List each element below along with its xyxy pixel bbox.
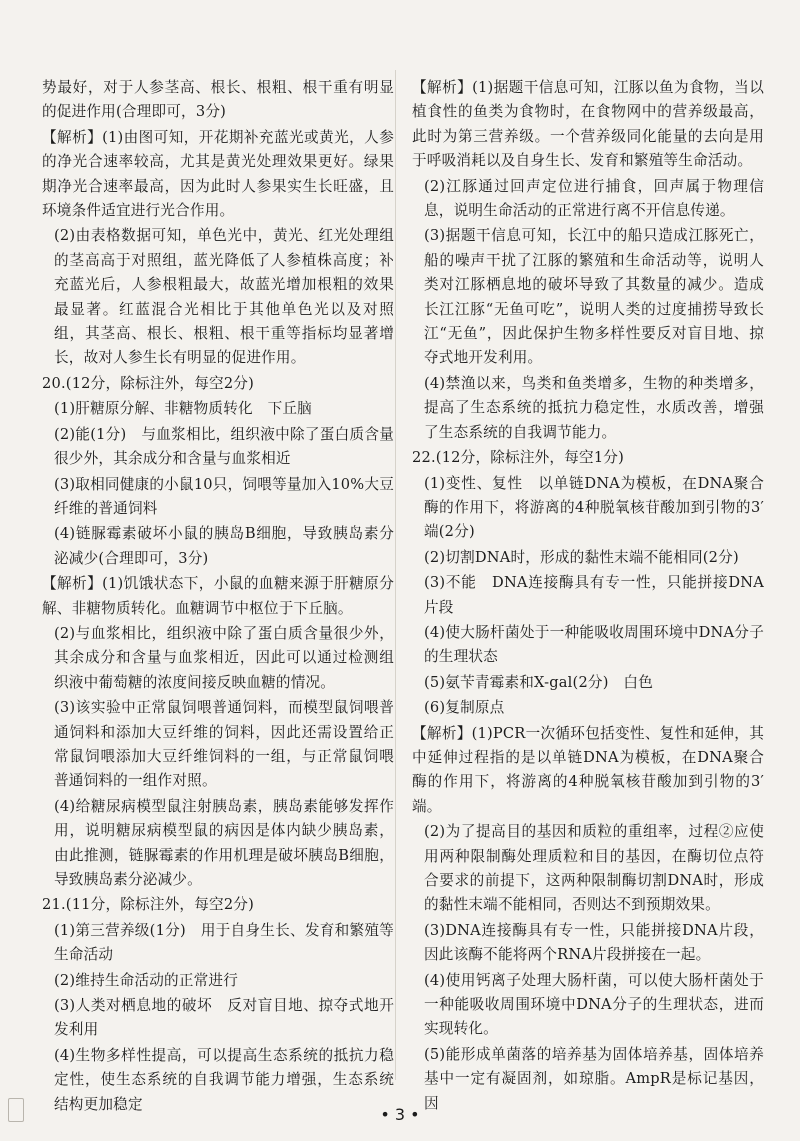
paragraph: (3)据题干信息可知，长江中的船只造成江豚死亡，船的噪声干扰了江豚的繁殖和生命活动等，说明人类对江豚栖息地的破坏导致了其数量的减少。造成长江江豚“无鱼可吃”，说明人类的过度捕捞导致长江“无鱼”，因此保护生物多样性要反对盲目地、掠夺式地开发利用。: [424, 227, 764, 367]
paragraph: 20.(12分，除标注外，每空2分): [42, 374, 254, 392]
paragraph: (4)给糖尿病模型鼠注射胰岛素，胰岛素能够发挥作用，说明糖尿病模型鼠的病因是体内缺少胰岛素，由此推测，链脲霉素的作用机理是破坏胰岛B细胞，导致胰岛素分泌减少。: [54, 797, 394, 888]
paragraph: (1)肝糖原分解、非糖物质转化 下丘脑: [54, 400, 312, 418]
paragraph: 【解析】(1)饥饿状态下，小鼠的血糖来源于肝糖原分解、非糖物质转化。血糖调节中枢位于下丘脑。: [42, 575, 394, 617]
paragraph: (3)该实验中正常鼠饲喂普通饲料，而模型鼠饲喂普通饲料和添加大豆纤维的饲料，因此还需设置给正常鼠饲喂添加大豆纤维饲料的一组，与正常鼠饲喂普通饲料的一组作对照。: [54, 699, 394, 790]
paragraph: (4)禁渔以来，鸟类和鱼类增多，生物的种类增多，提高了生态系统的抵抗力稳定性，水质改善，增强了生态系统的自我调节能力。: [424, 374, 764, 441]
paragraph: (6)复制原点: [424, 699, 505, 717]
paragraph: (3)取相同健康的小鼠10只，饲喂等量加入10%大豆纤维的普通饲料: [54, 475, 394, 517]
paragraph: (2)与血浆相比，组织液中除了蛋白质含量很少外，其余成分和含量与血浆相近，因此可以通过检测组织液中葡萄糖的浓度间接反映血糖的情况。: [54, 624, 394, 691]
paragraph: (2)能(1分) 与血浆相比，组织液中除了蛋白质含量很少外，其余成分和含量与血浆相近: [54, 425, 394, 468]
paragraph: 【解析】(1)由图可知，开花期补充蓝光或黄光，人参的净光合速率较高，尤其是黄光处理效果更好。绿果期净光合速率最高，因为此时人参果实生长旺盛，且环境条件适宜进行光合作用。: [42, 128, 394, 220]
paragraph: (2)切割DNA时，形成的黏性末端不能相同(2分): [424, 548, 739, 566]
paragraph: 22.(12分，除标注外，每空1分): [412, 449, 624, 467]
paragraph: (4)使用钙离子处理大肠杆菌，可以使大肠杆菌处于一种能吸收周围环境中DNA分子的生理状态，进而实现转化。: [424, 971, 764, 1038]
paragraph: (3)不能 DNA连接酶具有专一性，只能拼接DNA片段: [424, 574, 764, 616]
right-column: [412, 76, 764, 1117]
paragraph: (5)氨苄青霉素和X-gal(2分) 白色: [424, 673, 653, 691]
page-number: • 3 •: [380, 1105, 420, 1124]
paragraph: (5)能形成单菌落的培养基为固体培养基，固体培养基中一定有凝固剂，如琼脂。AmpR是标记基因，因: [424, 1045, 764, 1112]
paragraph: (4)使大肠杆菌处于一种能吸收周围环境中DNA分子的生理状态: [424, 623, 764, 666]
left-column: [42, 76, 394, 1118]
paragraph: (4)生物多样性提高，可以提高生态系统的抵抗力稳定性，使生态系统的自我调节能力增强，生态系统结构更加稳定: [54, 1046, 394, 1113]
paragraph: (1)变性、复性 以单链DNA为模板，在DNA聚合酶的作用下，将游离的4种脱氧核苷酸加到引物的3′端(2分): [424, 474, 764, 541]
paragraph: (4)链脲霉素破坏小鼠的胰岛B细胞，导致胰岛素分泌减少(合理即可，3分): [54, 525, 394, 567]
paragraph: 21.(11分，除标注外，每空2分): [42, 896, 254, 914]
paragraph: (1)第三营养级(1分) 用于自身生长、发育和繁殖等生命活动: [54, 921, 394, 964]
paragraph: (2)由表格数据可知，单色光中，黄光、红光处理组的茎高高于对照组，蓝光降低了人参植株高度；补充蓝光后，人参根粗最大，故蓝光增加根粗的效果最显著。红蓝混合光相比于其他单色光以及对照组，其茎高、根长、根粗、根干重等指标均显著增长，故对人参生长有明显的促进作用。: [54, 227, 394, 367]
paragraph: 【解析】(1)PCR一次循环包括变性、复性和延伸，其中延伸过程指的是以单链DNA为模板，在DNA聚合酶的作用下，将游离的4种脱氧核苷酸加到引物的3′端。: [412, 724, 764, 815]
paragraph: 【解析】(1)据题干信息可知，江豚以鱼为食物，当以植食性的鱼类为食物时，在食物网中的营养级最高，此时为第三营养级。一个营养级同化能量的去向是用于呼吸消耗以及自身生长、发育和繁殖等生命活动。: [412, 79, 764, 170]
paragraph: (2)为了提高目的基因和质粒的重组率，过程②应使用两种限制酶处理质粒和目的基因，在酶切位点符合要求的前提下，这两种限制酶切割DNA时，形成的黏性末端不能相同，否则达不到预期效果。: [424, 823, 764, 914]
column-divider: [395, 70, 396, 1080]
paragraph: 势最好，对于人参茎高、根长、根粗、根干重有明显的促进作用(合理即可，3分): [42, 79, 394, 121]
paragraph: (3)人类对栖息地的破坏 反对盲目地、掠夺式地开发利用: [54, 997, 394, 1039]
paragraph: (2)维持生命活动的正常进行: [54, 971, 239, 989]
paragraph: (2)江豚通过回声定位进行捕食，回声属于物理信息，说明生命活动的正常进行离不开信息传递。: [424, 177, 764, 220]
binding-mark: [8, 1098, 24, 1122]
paragraph: (3)DNA连接酶具有专一性，只能拼接DNA片段，因此该酶不能将两个RNA片段拼接在一起。: [424, 921, 764, 964]
